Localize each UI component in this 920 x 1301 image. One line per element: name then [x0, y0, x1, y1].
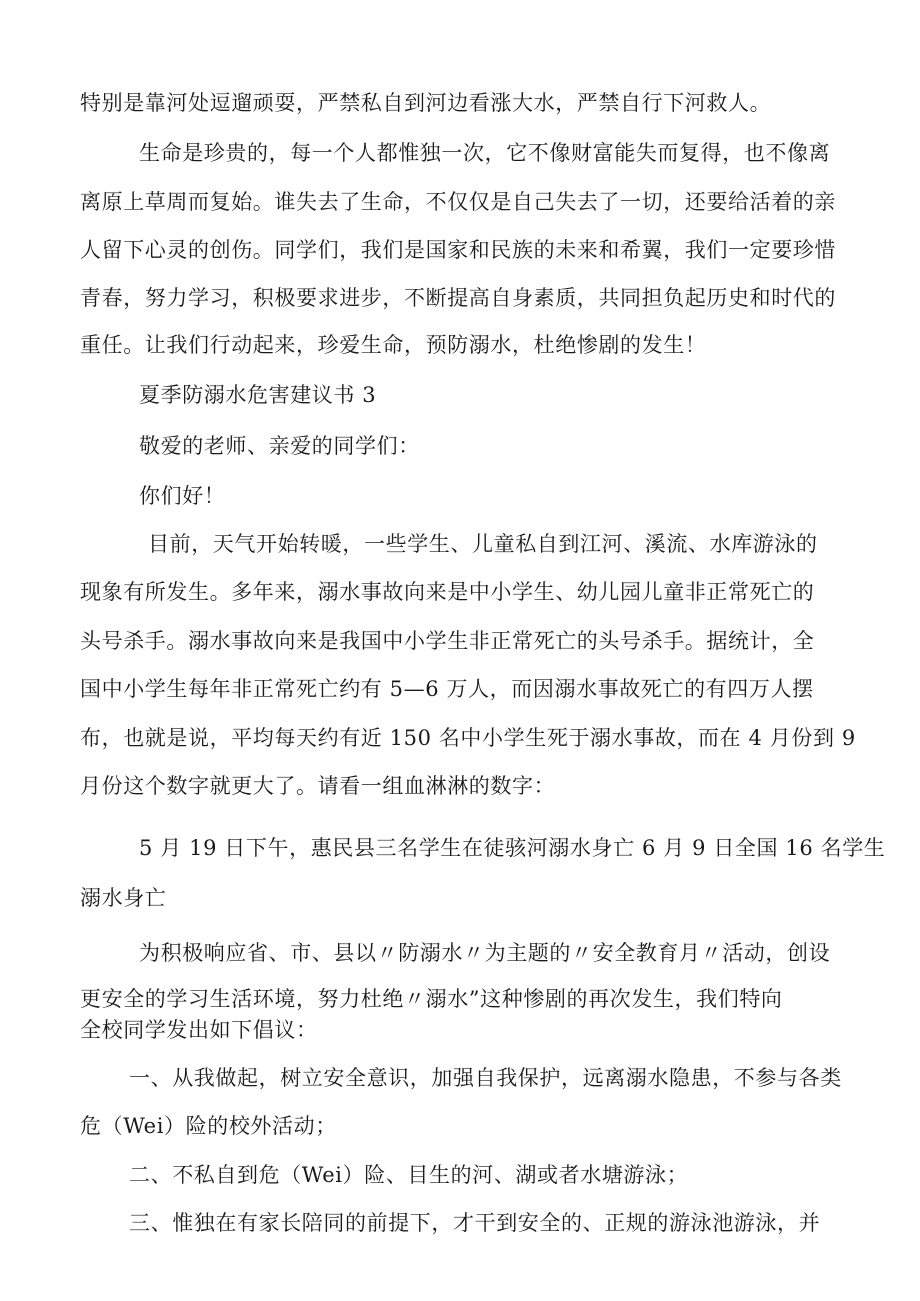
paragraph-line: 人留下心灵的创伤。同学们，我们是国家和民族的未来和希翼，我们一定要珍惜: [80, 238, 836, 262]
paragraph-line: 布，也就是说，平均每天约有近 150 名中小学生死于溺水事故，而在 4 月份到 9: [80, 726, 856, 750]
list-item: 二、不私自到危（Wei）险、目生的河、湖或者水塘游泳；: [129, 1163, 689, 1187]
list-item-continuation: 危（Wei）险的校外活动；: [80, 1114, 337, 1138]
paragraph-line: 现象有所发生。多年来，溺水事故向来是中小学生、幼儿园儿童非正常死亡的: [80, 580, 815, 604]
paragraph-line: 生命是珍贵的，每一个人都惟独一次，它不像财富能失而复得，也不像离: [139, 141, 831, 165]
greeting: 你们好！: [139, 484, 226, 508]
paragraph-line: 更安全的学习生活环境，努力杜绝〃溺水”这种惨剧的再次发生，我们特向: [80, 987, 783, 1011]
paragraph-line: 5 月 19 日下午，惠民县三名学生在徒骇河溺水身亡 6 月 9 日全国 16 名学生: [139, 836, 886, 860]
paragraph-line: 为积极响应省、市、县以〃防溺水〃为主题的〃安全教育月〃活动，创设: [139, 941, 831, 965]
paragraph-line: 月份这个数字就更大了。请看一组血淋淋的数字：: [80, 774, 556, 798]
salutation: 敬爱的老师、亲爱的同学们：: [139, 434, 420, 458]
paragraph-line: 特别是靠河处逗遛顽耍，严禁私自到河边看涨大水，严禁自行下河救人。: [80, 91, 772, 115]
paragraph-line: 头号杀手。溺水事故向来是我国中小学生非正常死亡的头号杀手。据统计，全: [80, 629, 815, 653]
paragraph-line: 离原上草周而复始。谁失去了生命，不仅仅是自己失去了一切，还要给活着的亲: [80, 190, 836, 214]
list-item: 一、从我做起，树立安全意识，加强自我保护，远离溺水隐患，不参与各类: [129, 1066, 842, 1090]
paragraph-line: 全校同学发出如下倡议：: [80, 1018, 318, 1042]
paragraph-line: 国中小学生每年非正常死亡约有 5—6 万人，而因溺水事故死亡的有四万人摆: [80, 677, 814, 701]
paragraph-line: 重任。让我们行动起来，珍爱生命，预防溺水，杜绝惨剧的发生！: [80, 333, 707, 357]
section-title: 夏季防溺水危害建议书 3: [139, 383, 377, 407]
list-item: 三、惟独在有家长陪同的前提下，才干到安全的、正规的游泳池游泳，并: [129, 1211, 821, 1235]
paragraph-line: 目前，天气开始转暖，一些学生、儿童私自到江河、溪流、水库游泳的: [148, 532, 818, 556]
paragraph-line: 青春，努力学习，积极要求进步，不断提高自身素质，共同担负起历史和时代的: [80, 286, 836, 310]
paragraph-line: 溺水身亡: [80, 886, 167, 910]
